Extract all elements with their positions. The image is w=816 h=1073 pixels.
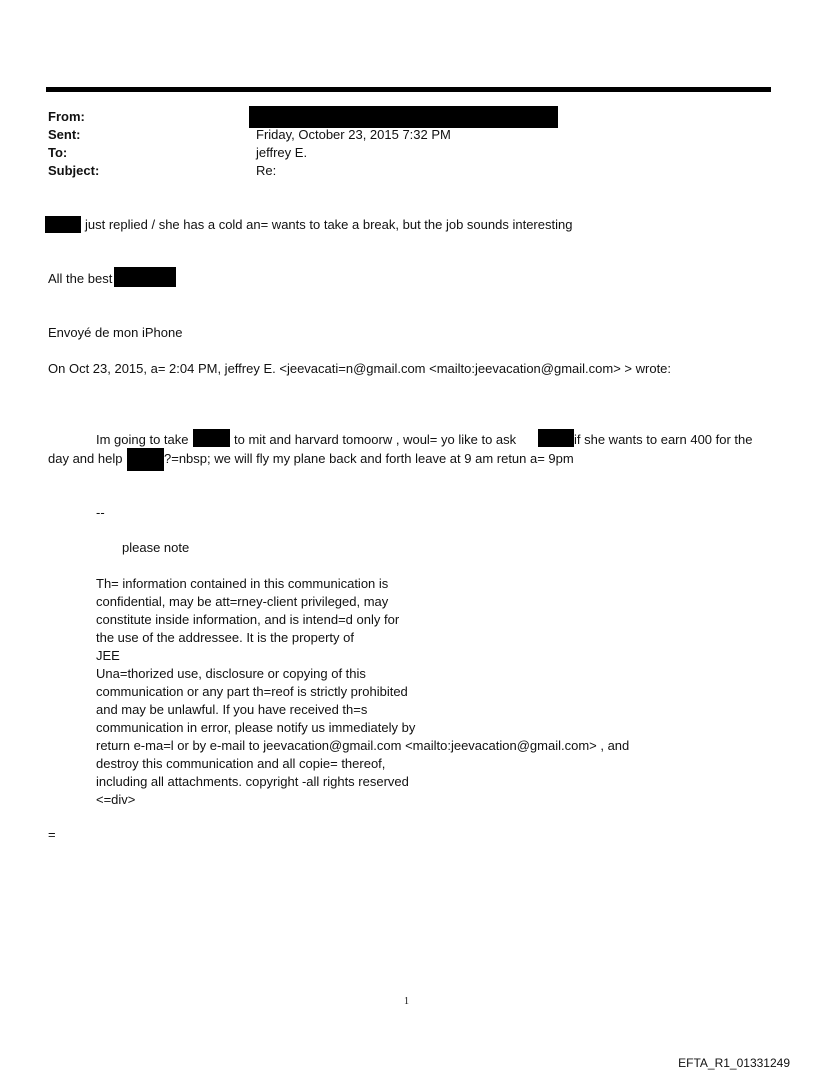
quoted-line-1b: to mit and harvard tomoorw , woul= yo like to ask <box>234 432 517 447</box>
sent-value: Friday, October 23, 2015 7:32 PM <box>256 127 451 142</box>
signature-dash: -- <box>96 505 105 520</box>
disclaimer-line: destroy this communication and all copie= thereof, <box>96 756 386 771</box>
disclaimer-line: communication in error, please notify us immediately by <box>96 720 416 735</box>
page-number: 1 <box>404 996 409 1007</box>
disclaimer-line: return e-ma=l or by e-mail to jeevacation@gmail.com <mailto:jeevacation@gmail.com> , and <box>96 738 630 753</box>
body-line-sent-from: Envoyé de mon iPhone <box>48 325 183 340</box>
quoted-line-1c: if she wants to earn 400 for the <box>574 432 753 447</box>
quoted-line-2b: ?=nbsp; we will fly my plane back and forth leave at 9 am retun a= 9pm <box>164 451 574 466</box>
disclaimer-line: Una=thorized use, disclosure or copying of this <box>96 666 366 681</box>
disclaimer-line: communication or any part th=reof is strictly prohibited <box>96 684 408 699</box>
redaction-q2 <box>127 448 164 471</box>
disclaimer-line: constitute inside information, and is intend=d only for <box>96 612 400 627</box>
subject-value: Re: <box>256 163 277 178</box>
disclaimer-line: <=div> <box>96 792 136 807</box>
disclaimer-line: including all attachments. copyright -all rights reserved <box>96 774 409 789</box>
sent-label: Sent: <box>48 127 81 142</box>
disclaimer-line: and may be unlawful. If you have received th=s <box>96 702 368 717</box>
subject-label: Subject: <box>48 163 100 178</box>
disclaimer-line: JEE <box>96 648 120 663</box>
header-rule <box>46 87 771 92</box>
disclaimer-line: Th= information contained in this communication is <box>96 576 389 591</box>
redaction-signoff <box>114 267 176 287</box>
quoted-line-1a: Im going to take <box>96 432 189 447</box>
bates-number: EFTA_R1_01331249 <box>678 1056 790 1070</box>
trailing-equals: = <box>48 827 56 842</box>
redaction-name <box>45 216 81 233</box>
body-line-reply: just replied / she has a cold an= wants to take a break, but the job sounds interesting <box>85 217 573 232</box>
redaction-q1a <box>193 429 230 447</box>
to-value: jeffrey E. <box>256 145 308 160</box>
disclaimer-line: confidential, may be att=rney-client privileged, may <box>96 594 389 609</box>
body-line-signoff: All the best <box>48 271 113 286</box>
to-label: To: <box>48 145 68 160</box>
disclaimer-line: the use of the addressee. It is the property of <box>96 630 354 645</box>
body-line-quote-header: On Oct 23, 2015, a= 2:04 PM, jeffrey E. <jeevacati=n@gmail.com <mailto:jeevacation@gmail.com> > wrote: <box>48 361 672 376</box>
from-label: From: <box>48 109 85 124</box>
redaction-from <box>249 106 558 128</box>
redaction-q1b <box>538 429 574 447</box>
signature-note: please note <box>122 540 190 555</box>
quoted-line-2a: day and help <box>48 451 123 466</box>
